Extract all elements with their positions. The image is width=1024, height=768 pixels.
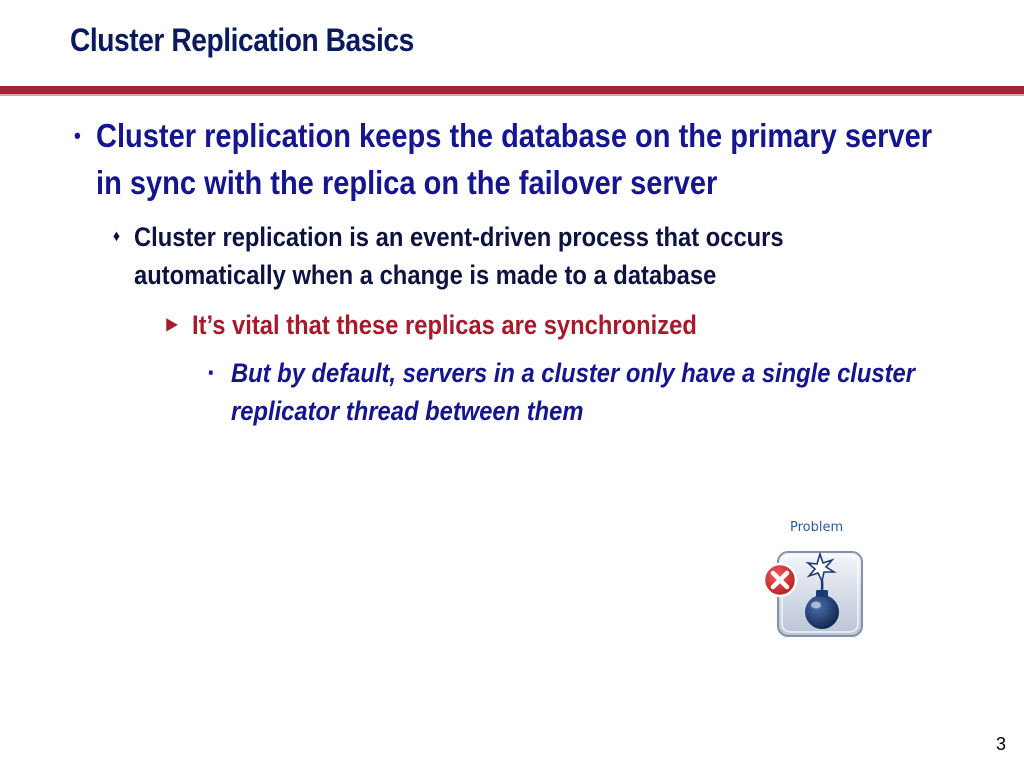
slide-title: Cluster Replication Basics — [70, 22, 414, 58]
bullet-level-3 — [166, 306, 966, 344]
bullet-level-2 — [112, 218, 930, 294]
bullet-level-4-text: But by default, servers in a cluster only have a single cluster replicator thread between them — [231, 358, 916, 426]
bullet-dot-icon: • — [74, 123, 81, 148]
bullet-diamond-icon: ♦ — [112, 228, 121, 245]
bullet-level-1-text: Cluster replication keeps the database on the primary server in sync with the replica on the failover server — [96, 117, 933, 201]
bullet-triangle-icon: ▶ — [166, 316, 178, 333]
bullet-level-1 — [74, 112, 941, 206]
problem-graphic — [762, 518, 872, 644]
page-number: 3 — [995, 734, 1006, 754]
bullet-level-3-text: It’s vital that these replicas are synchronized — [192, 310, 697, 340]
bullet-square-icon: ▪ — [208, 363, 214, 382]
bullet-level-2-text: Cluster replication is an event-driven process that occurs automatically when a change is made to a database — [134, 222, 784, 290]
problem-label: Problem — [790, 520, 844, 535]
bomb-icon — [762, 546, 872, 642]
title-divider — [0, 86, 1024, 94]
bullet-level-4 — [208, 354, 988, 430]
